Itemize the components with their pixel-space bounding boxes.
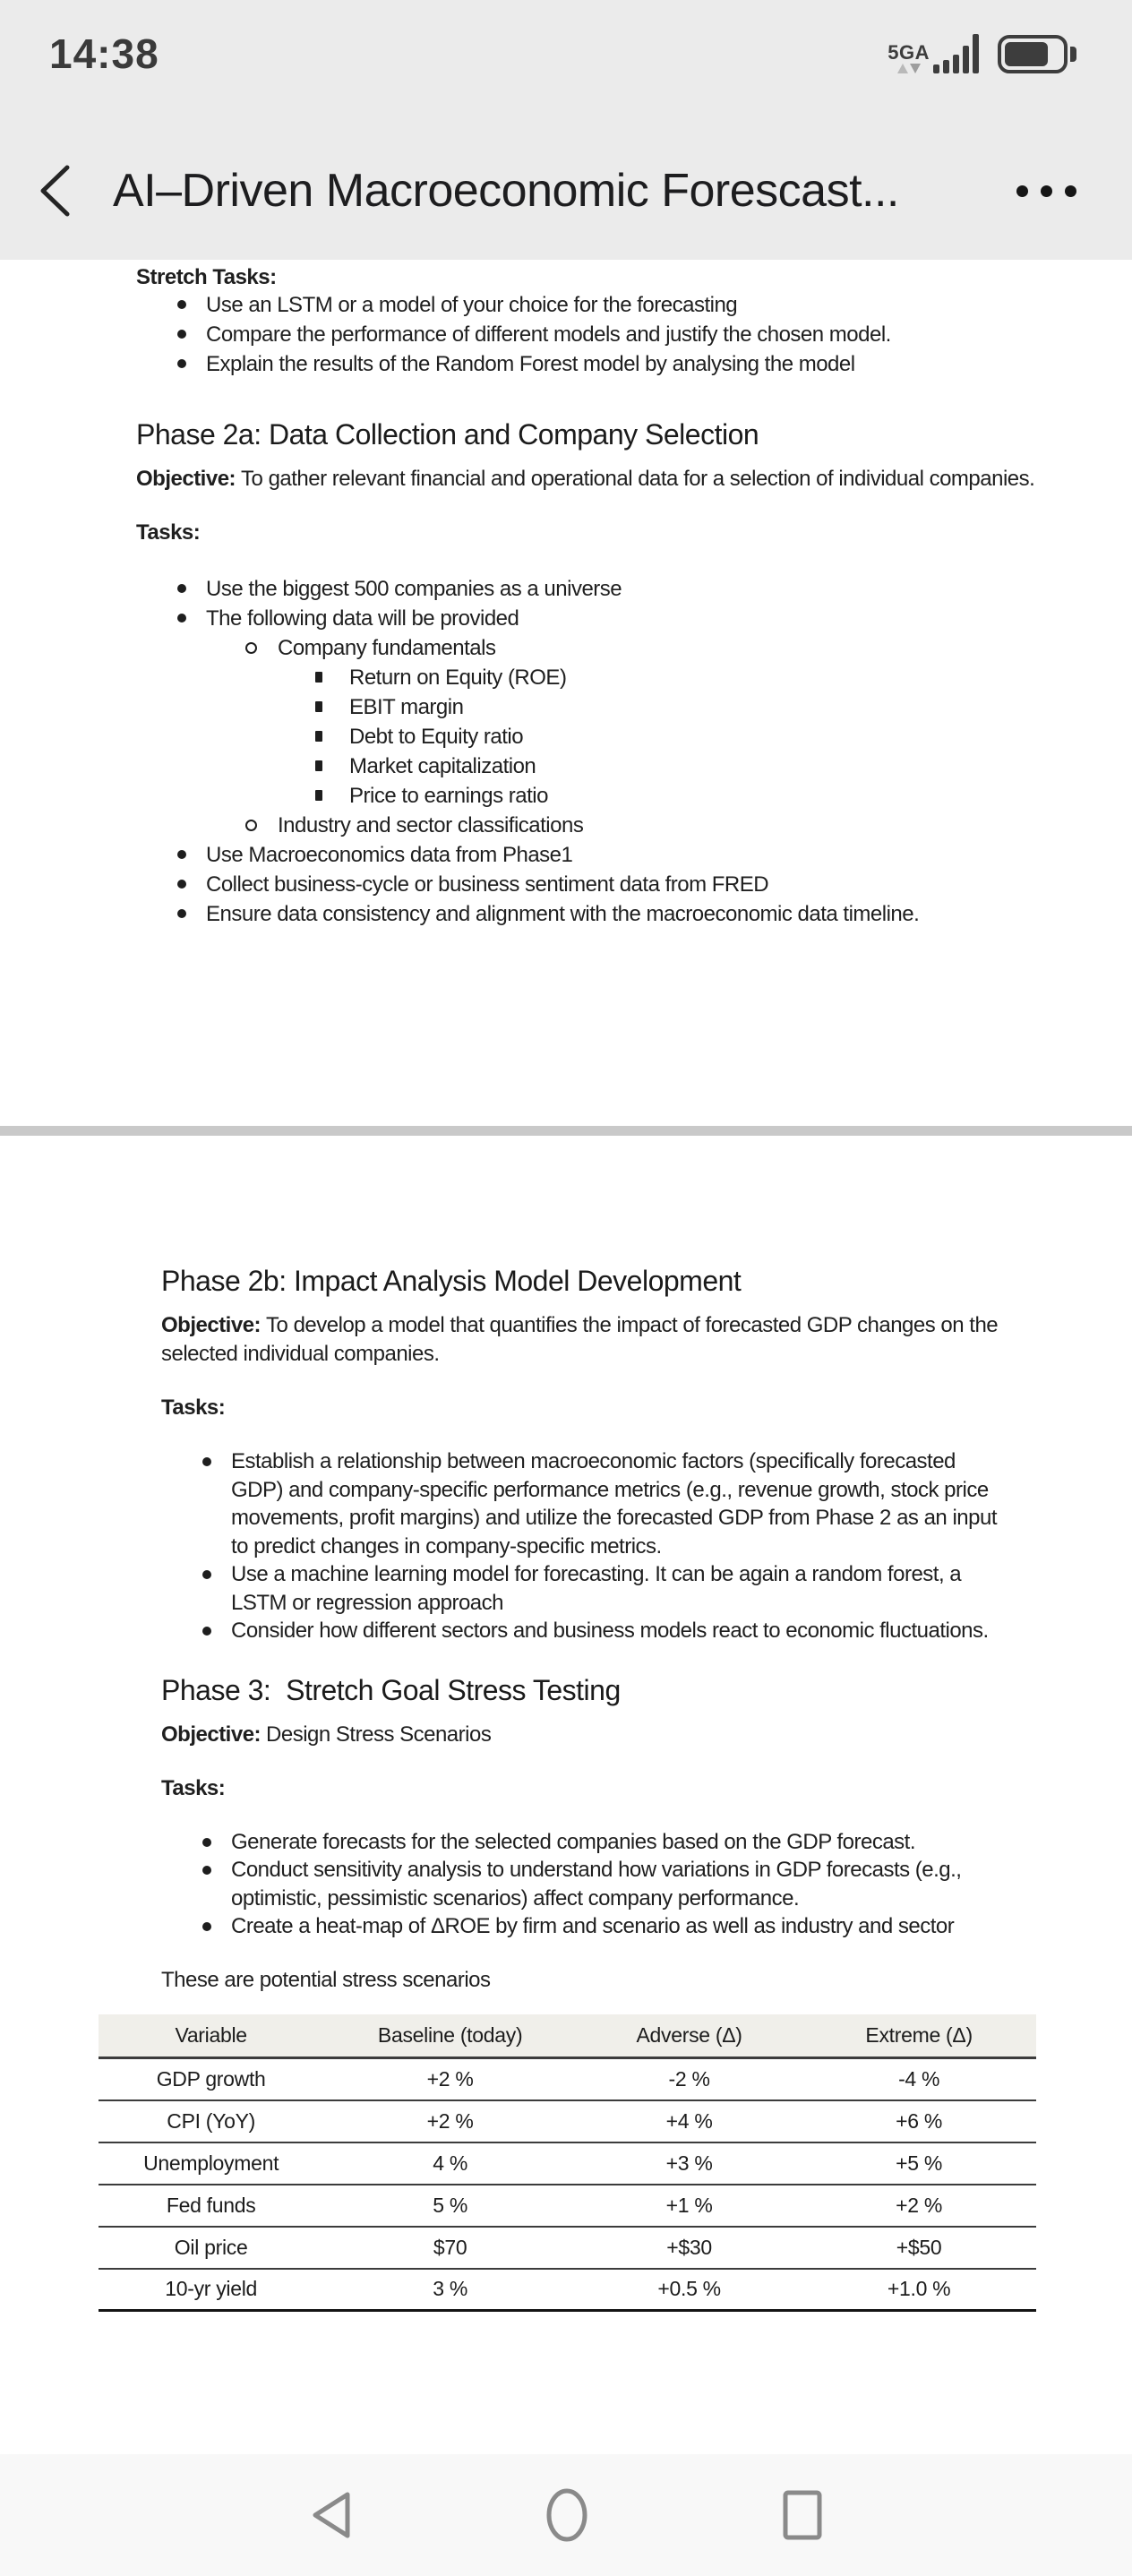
list-item: Market capitalization bbox=[136, 751, 982, 781]
phase-3-heading: Phase 3: Stretch Goal Stress Testing bbox=[161, 1673, 621, 1706]
phase-2b-tasks-list bbox=[161, 1447, 1078, 1645]
table-cell: +$50 bbox=[802, 2227, 1036, 2269]
table-row bbox=[99, 2269, 1036, 2311]
recents-square-icon bbox=[781, 2487, 824, 2543]
list-item: The following data will be provided bbox=[136, 604, 982, 633]
objective-text: To gather relevant financial and operational data for a selection of individual companies. bbox=[241, 467, 1035, 491]
back-button[interactable] bbox=[38, 163, 72, 219]
list-item: Consider how different sectors and business models react to economic fluctuations. bbox=[161, 1617, 1008, 1645]
list-item: Debt to Equity ratio bbox=[136, 722, 982, 751]
column-header: Variable bbox=[99, 2014, 323, 2058]
table-cell: 4 % bbox=[323, 2142, 577, 2185]
list-item: Conduct sensitivity analysis to understand how variations in GDP forecasts (e.g., optimistic, pessimistic scenarios) affect company performance. bbox=[161, 1856, 1008, 1912]
list-item: Collect business-cycle or business sentiment data from FRED bbox=[136, 870, 982, 899]
phase-2b-heading: Phase 2b: Impact Analysis Model Development bbox=[161, 1265, 742, 1297]
list-item: Return on Equity (ROE) bbox=[136, 663, 982, 692]
list-item: Use Macroeconomics data from Phase1 bbox=[136, 840, 982, 870]
status-bar bbox=[0, 0, 1132, 99]
cellular-signal-icon bbox=[888, 34, 983, 73]
stretch-tasks-list bbox=[136, 290, 1078, 379]
phase-2a-heading: Phase 2a: Data Collection and Company Selection bbox=[136, 418, 759, 451]
back-triangle-icon bbox=[308, 2487, 353, 2543]
objective-label: Objective: bbox=[136, 467, 236, 491]
nav-recents-button[interactable] bbox=[781, 2487, 824, 2543]
nav-home-button[interactable] bbox=[545, 2487, 588, 2543]
table-cell: GDP growth bbox=[99, 2058, 323, 2100]
table-cell: Oil price bbox=[99, 2227, 323, 2269]
table-cell: 10-yr yield bbox=[99, 2269, 323, 2311]
battery-level bbox=[1005, 42, 1048, 66]
document-page-2[interactable] bbox=[0, 1261, 1132, 2454]
column-header: Extreme (Δ) bbox=[802, 2014, 1036, 2058]
table-cell: +4 % bbox=[577, 2100, 802, 2142]
table-cell: +6 % bbox=[802, 2100, 1036, 2142]
status-time: 14:38 bbox=[49, 30, 159, 77]
up-down-arrows-icon bbox=[897, 64, 921, 73]
table-row bbox=[99, 2142, 1036, 2185]
list-item: Price to earnings ratio bbox=[136, 781, 982, 811]
phase-2b-objective bbox=[161, 1311, 1021, 1369]
list-item: Generate forecasts for the selected companies based on the GDP forecast. bbox=[161, 1828, 1008, 1857]
list-item: Company fundamentals bbox=[136, 633, 982, 663]
list-item: Establish a relationship between macroeconomic factors (specifically forecasted GDP) and company-specific performance metrics (e.g., revenue growth, stock price movements, profit margins) and utilize the forecasted GDP from Phase 2 as an input to predict changes in company-specific metrics. bbox=[161, 1447, 1008, 1560]
table-row bbox=[99, 2058, 1036, 2100]
stress-scenarios-table bbox=[99, 2014, 1036, 2313]
list-item: EBIT margin bbox=[136, 692, 982, 722]
battery-icon bbox=[998, 35, 1076, 73]
table-cell: -2 % bbox=[577, 2058, 802, 2100]
table-row bbox=[99, 2185, 1036, 2227]
tasks-heading: Tasks: bbox=[161, 1775, 226, 1800]
table-cell: +5 % bbox=[802, 2142, 1036, 2185]
phase-2a-objective bbox=[136, 465, 1041, 494]
page-title: AI–Driven Macroeconomic Forescast... bbox=[113, 165, 899, 217]
table-cell: +2 % bbox=[323, 2100, 577, 2142]
table-cell: Fed funds bbox=[99, 2185, 323, 2227]
column-header: Adverse (Δ) bbox=[577, 2014, 802, 2058]
list-item: Compare the performance of different models and justify the chosen model. bbox=[136, 320, 982, 349]
android-navigation-bar bbox=[0, 2454, 1132, 2576]
phase-2a-tasks-list bbox=[136, 574, 1078, 929]
tasks-heading: Tasks: bbox=[161, 1395, 226, 1420]
network-type-label: 5GA bbox=[888, 41, 930, 64]
table-cell: +0.5 % bbox=[577, 2269, 802, 2311]
table-cell: +2 % bbox=[802, 2185, 1036, 2227]
list-item: Create a heat-map of ΔROE by firm and scenario as well as industry and sector bbox=[161, 1912, 1008, 1941]
home-circle-icon bbox=[545, 2487, 588, 2543]
list-item: Explain the results of the Random Forest model by analysing the model bbox=[136, 349, 982, 379]
table-cell: CPI (YoY) bbox=[99, 2100, 323, 2142]
table-row bbox=[99, 2100, 1036, 2142]
list-item: Use the biggest 500 companies as a universe bbox=[136, 574, 982, 604]
table-cell: +3 % bbox=[577, 2142, 802, 2185]
stress-scenarios-note: These are potential stress scenarios bbox=[161, 1967, 491, 1992]
table-cell: -4 % bbox=[802, 2058, 1036, 2100]
table-cell: Unemployment bbox=[99, 2142, 323, 2185]
page-break-divider bbox=[0, 1126, 1132, 1136]
nav-back-button[interactable] bbox=[308, 2487, 353, 2543]
phase-3-objective bbox=[161, 1721, 1021, 1749]
phase-3-tasks-list bbox=[161, 1828, 1078, 1941]
table-cell: +1 % bbox=[577, 2185, 802, 2227]
list-item: Use an LSTM or a model of your choice for the forecasting bbox=[136, 290, 982, 320]
table-cell: $70 bbox=[323, 2227, 577, 2269]
tasks-heading: Tasks: bbox=[136, 520, 201, 545]
table-cell: 5 % bbox=[323, 2185, 577, 2227]
list-item: Industry and sector classifications bbox=[136, 811, 982, 840]
objective-text: To develop a model that quantifies the impact of forecasted GDP changes on the selected individual companies. bbox=[161, 1313, 999, 1366]
table-cell: 3 % bbox=[323, 2269, 577, 2311]
list-item: Use a machine learning model for forecasting. It can be again a random forest, a LSTM or regression approach bbox=[161, 1560, 1008, 1617]
table-cell: +$30 bbox=[577, 2227, 802, 2269]
table-cell: +2 % bbox=[323, 2058, 577, 2100]
list-item: Ensure data consistency and alignment with the macroeconomic data timeline. bbox=[136, 899, 982, 929]
overflow-menu-icon[interactable] bbox=[1016, 176, 1076, 206]
objective-label: Objective: bbox=[161, 1722, 262, 1747]
app-header bbox=[0, 99, 1132, 260]
table-cell: +1.0 % bbox=[802, 2269, 1036, 2311]
table-row bbox=[99, 2227, 1036, 2269]
signal-bars-icon bbox=[933, 34, 983, 73]
table-header-row bbox=[99, 2014, 1036, 2058]
column-header: Baseline (today) bbox=[323, 2014, 577, 2058]
stretch-tasks-heading: Stretch Tasks: bbox=[136, 265, 277, 289]
document-page-1[interactable] bbox=[0, 260, 1132, 1126]
status-icons bbox=[888, 34, 1076, 73]
objective-text: Design Stress Scenarios bbox=[266, 1722, 492, 1747]
objective-label: Objective: bbox=[161, 1313, 262, 1337]
